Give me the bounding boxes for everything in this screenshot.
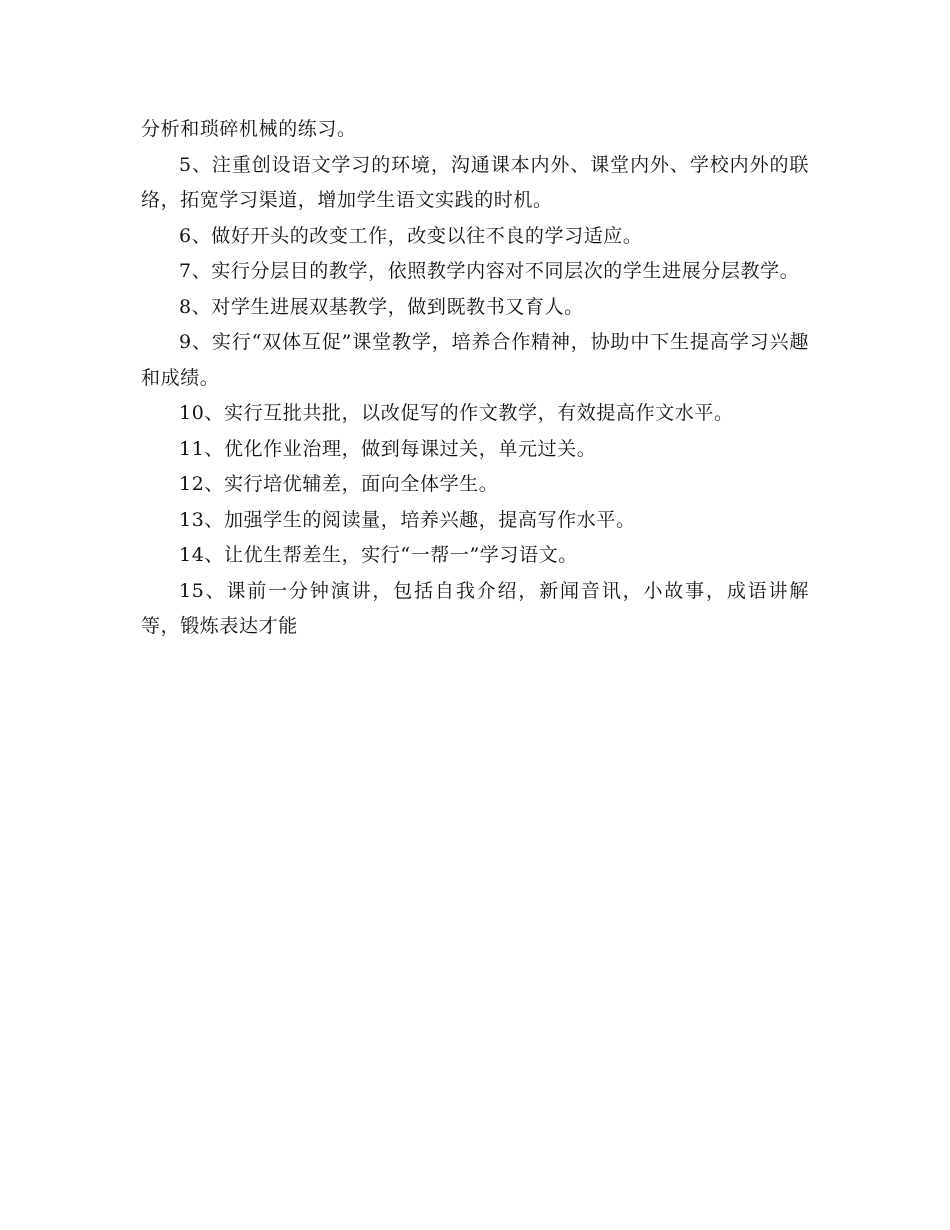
paragraph-item-14: 14、让优生帮差生，实行“一帮一”学习语文。	[179, 544, 578, 566]
paragraph-continuation: 分析和琐碎机械的练习。	[141, 118, 357, 140]
paragraph-item-12: 12、实行培优辅差，面向全体学生。	[179, 473, 499, 495]
paragraph-item-13: 13、加强学生的阅读量，培养兴趣，提高写作水平。	[179, 508, 636, 531]
paragraph-item-7: 7、实行分层目的教学，依照教学内容对不同层次的学生进展分层教学。	[179, 260, 800, 282]
paragraph-item-10: 10、实行互批共批，以改促写的作文教学，有效提高作文水平。	[179, 402, 734, 424]
paragraph-item-8: 8、对学生进展双基教学，做到既教书又育人。	[179, 295, 584, 318]
document-body	[141, 112, 809, 645]
paragraph-item-9: 9、实行“双体互促”课堂教学，培养合作精神，协助中下生提高学习兴趣和成绩。	[141, 331, 809, 389]
paragraph-item-15: 15、课前一分钟演讲，包括自我介绍，新闻音讯，小故事，成语讲解等，锻炼表达才能	[141, 579, 809, 637]
paragraph-item-11: 11、优化作业治理，做到每课过关，单元过关。	[179, 437, 597, 460]
paragraph-item-6: 6、做好开头的改变工作，改变以往不良的学习适应。	[179, 224, 643, 247]
paragraph-item-5: 5、注重创设语文学习的环境，沟通课本内外、课堂内外、学校内外的联络，拓宽学习渠道，增加学生语文实践的时机。	[141, 153, 809, 211]
